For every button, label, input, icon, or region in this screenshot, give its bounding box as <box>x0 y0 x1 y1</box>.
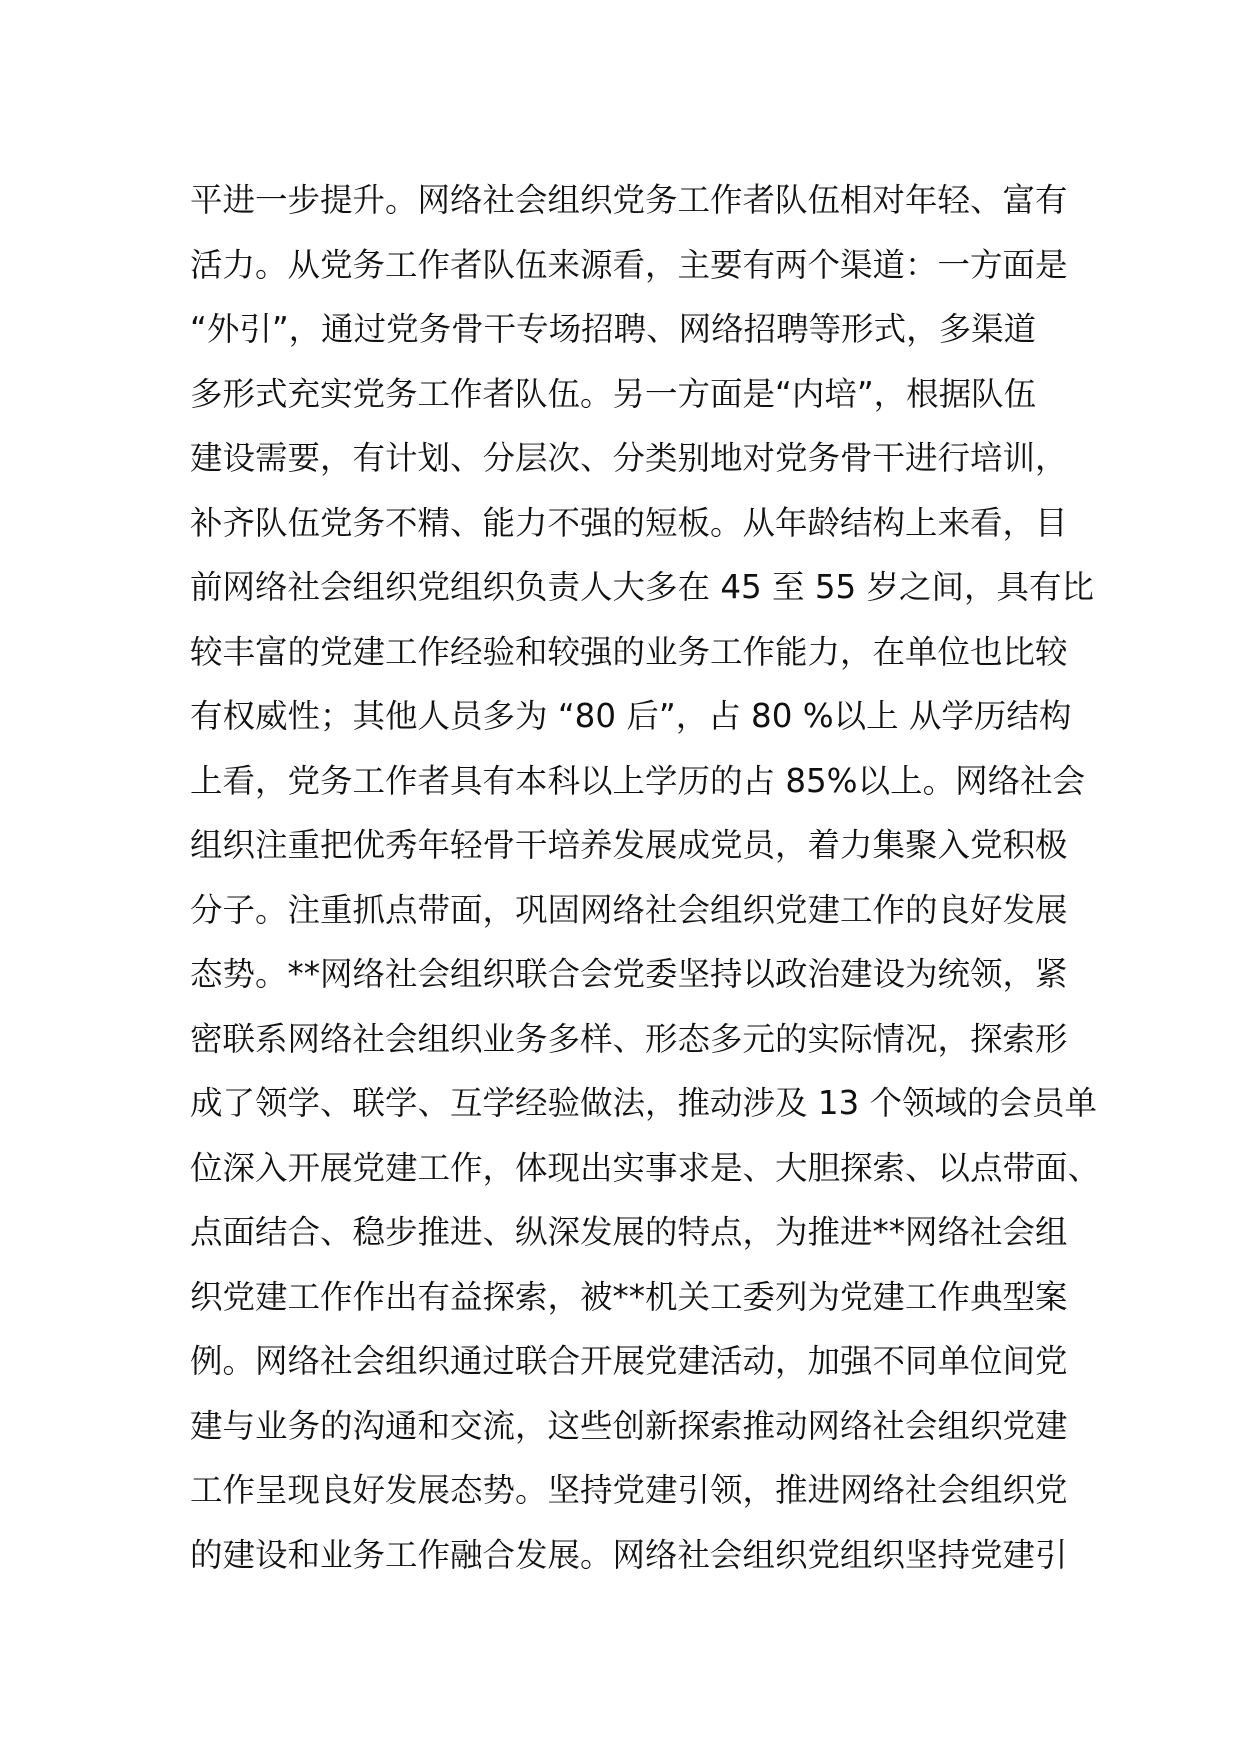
text-line: 平进一步提升。网络社会组织党务工作者队伍相对年轻、富有 <box>190 181 1068 219</box>
text-line: 点面结合、稳步推进、纵深发展的特点，为推进**网络社会组 <box>190 1213 1068 1251</box>
text-line: 工作呈现良好发展态势。坚持党建引领，推进网络社会组织党 <box>190 1471 1068 1509</box>
text-line: 较丰富的党建工作经验和较强的业务工作能力，在单位也比较 <box>190 632 1068 671</box>
text-line: 织党建工作作出有益探索，被**机关工委列为党建工作典型案 <box>190 1277 1068 1316</box>
body-paragraph <box>190 172 1101 1591</box>
text-line: 组织注重把优秀年轻骨干培养发展成党员，着力集聚入党积极 <box>190 826 1068 864</box>
text-line: 补齐队伍党务不精、能力不强的短板。从年龄结构上来看，目 <box>190 503 1068 542</box>
text-line: 建设需要，有计划、分层次、分类别地对党务骨干进行培训， <box>190 439 1068 477</box>
text-line: 例。网络社会组织通过联合开展党建活动，加强不同单位间党 <box>190 1342 1068 1380</box>
text-line: 多形式充实党务工作者队伍。另一方面是“内培”，根据队伍 <box>190 374 1037 413</box>
text-line: 位深入开展党建工作，体现出实事求是、大胆探索、以点带面、 <box>190 1148 1101 1187</box>
text-line: 的建设和业务工作融合发展。网络社会组织党组织坚持党建引 <box>190 1535 1068 1574</box>
text-line: 活力。从党务工作者队伍来源看，主要有两个渠道：一方面是 <box>190 245 1068 284</box>
text-line: 有权威性；其他人员多为 “80 后”，占 80 %以上 从学历结构 <box>190 697 1072 735</box>
text-line: 成了领学、联学、互学经验做法，推动涉及 13 个领域的会员单 <box>190 1084 1098 1122</box>
text-line: 分子。注重抓点带面，巩固网络社会组织党建工作的良好发展 <box>190 890 1068 929</box>
text-line: “外引”，通过党务骨干专场招聘、网络招聘等形式，多渠道 <box>190 310 1037 348</box>
text-line: 密联系网络社会组织业务多样、形态多元的实际情况，探索形 <box>190 1019 1068 1058</box>
text-line: 上看，党务工作者具有本科以上学历的占 85%以上。网络社会 <box>190 761 1086 800</box>
text-line: 前网络社会组织党组织负责人大多在 45 至 55 岁之间，具有比 <box>190 568 1095 606</box>
text-line: 态势。**网络社会组织联合会党委坚持以政治建设为统领，紧 <box>190 955 1068 993</box>
text-line: 建与业务的沟通和交流，这些创新探索推动网络社会组织党建 <box>190 1406 1068 1445</box>
